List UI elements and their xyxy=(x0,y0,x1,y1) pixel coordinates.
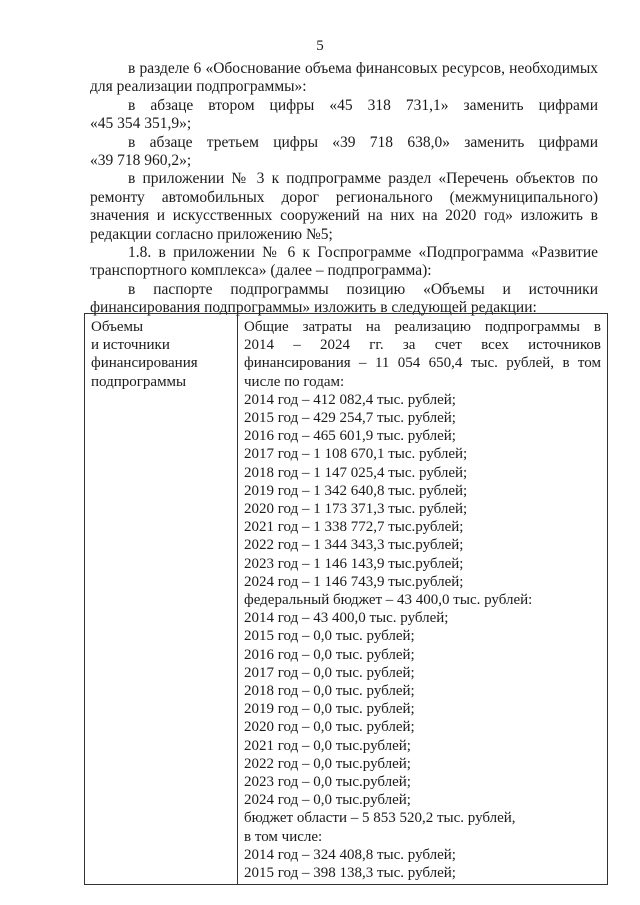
funding-line: 2014 год – 43 400,0 тыс. рублей; xyxy=(244,610,449,627)
funding-line: 2017 год – 1 108 670,1 тыс. рублей; xyxy=(244,446,468,463)
paragraph-line: 1.8. в приложении № 6 к Госпрограмме «Подпрограмма «Развитие xyxy=(128,244,598,262)
funding-line: федеральный бюджет – 43 400,0 тыс. рублей: xyxy=(244,592,533,609)
position-label-cell xyxy=(85,314,238,885)
funding-line: бюджет области – 5 853 520,2 тыс. рублей, xyxy=(244,810,516,827)
paragraph-line: в приложении № 3 к подпрограмме раздел «Перечень объектов по xyxy=(128,170,598,188)
funding-line: 2015 год – 429 254,7 тыс. рублей; xyxy=(244,410,456,427)
funding-line: 2021 год – 0,0 тыс.рублей; xyxy=(244,737,411,754)
funding-line: 2021 год – 1 338 772,7 тыс.рублей; xyxy=(244,519,464,536)
intro-line: числе по годам: xyxy=(244,373,345,390)
intro-line: 2014 – 2024 гг. за счет всех источников xyxy=(244,337,601,354)
intro-line: финансирования – 11 054 650,4 тыс. рублей, в том xyxy=(244,355,601,372)
funding-line: 2018 год – 1 147 025,4 тыс. рублей; xyxy=(244,464,468,481)
label-line: подпрограммы xyxy=(91,373,187,390)
paragraph-line: в паспорте подпрограммы позицию «Объемы и источники xyxy=(128,280,598,298)
paragraph-line: финансирования подпрограммы» изложить в следующей редакции: xyxy=(90,299,537,317)
label-line: Объемы xyxy=(91,319,144,335)
funding-line: 2020 год – 1 173 371,3 тыс. рублей; xyxy=(244,501,468,518)
label-line: финансирования xyxy=(91,355,198,372)
paragraph-line: «39 718 960,2»; xyxy=(90,152,192,170)
paragraph-line: редакции согласно приложению №5; xyxy=(90,225,333,243)
funding-line: 2023 год – 1 146 143,9 тыс.рублей; xyxy=(244,555,464,572)
label-line: и источники xyxy=(91,337,170,354)
funding-line: 2024 год – 1 146 743,9 тыс.рублей; xyxy=(244,573,464,590)
table-row xyxy=(85,314,608,885)
funding-line: 2016 год – 0,0 тыс. рублей; xyxy=(244,646,415,663)
paragraph-line: «45 354 351,9»; xyxy=(90,115,192,133)
funding-line: 2014 год – 412 082,4 тыс. рублей; xyxy=(244,391,456,408)
page-number: 5 xyxy=(316,38,324,54)
funding-line: 2020 год – 0,0 тыс. рублей; xyxy=(244,719,415,736)
paragraph-line: в абзаце втором цифры «45 318 731,1» заменить цифрами xyxy=(128,96,598,114)
funding-line: 2016 год – 465 601,9 тыс. рублей; xyxy=(244,428,456,445)
intro-line: Общие затраты на реализацию подпрограммы в xyxy=(244,319,601,335)
funding-line: 2023 год – 0,0 тыс.рублей; xyxy=(244,774,411,791)
funding-line: 2017 год – 0,0 тыс. рублей; xyxy=(244,664,415,681)
paragraph-line: в абзаце третьем цифры «39 718 638,0» заменить цифрами xyxy=(128,133,598,151)
body-text xyxy=(90,60,598,318)
funding-line: 2022 год – 1 344 343,3 тыс.рублей; xyxy=(244,537,464,554)
funding-line: 2022 год – 0,0 тыс.рублей; xyxy=(244,755,411,772)
funding-line: 2019 год – 0,0 тыс. рублей; xyxy=(244,701,415,718)
paragraph-line: ремонту автомобильных дорог регионального (межмуниципального) xyxy=(90,188,598,206)
funding-line: 2024 год – 0,0 тыс.рублей; xyxy=(244,792,411,809)
funding-line: в том числе: xyxy=(244,828,323,845)
funding-line: 2014 год – 324 408,8 тыс. рублей; xyxy=(244,846,456,863)
funding-line: 2015 год – 0,0 тыс. рублей; xyxy=(244,628,415,645)
passport-table xyxy=(84,313,608,885)
paragraph-line: для реализации подпрограммы»: xyxy=(90,78,307,96)
funding-line: 2015 год – 398 138,3 тыс. рублей; xyxy=(244,865,456,882)
funding-line: 2018 год – 0,0 тыс. рублей; xyxy=(244,683,415,700)
paragraph-line: значения и искусственных сооружений на них на 2020 год» изложить в xyxy=(90,207,598,225)
paragraph-line: транспортного комплекса» (далее – подпрограмма): xyxy=(90,262,432,280)
funding-line: 2019 год – 1 342 640,8 тыс. рублей; xyxy=(244,482,468,499)
position-content-cell xyxy=(238,314,608,885)
paragraph-line: в разделе 6 «Обоснование объема финансовых ресурсов, необходимых xyxy=(128,60,598,77)
